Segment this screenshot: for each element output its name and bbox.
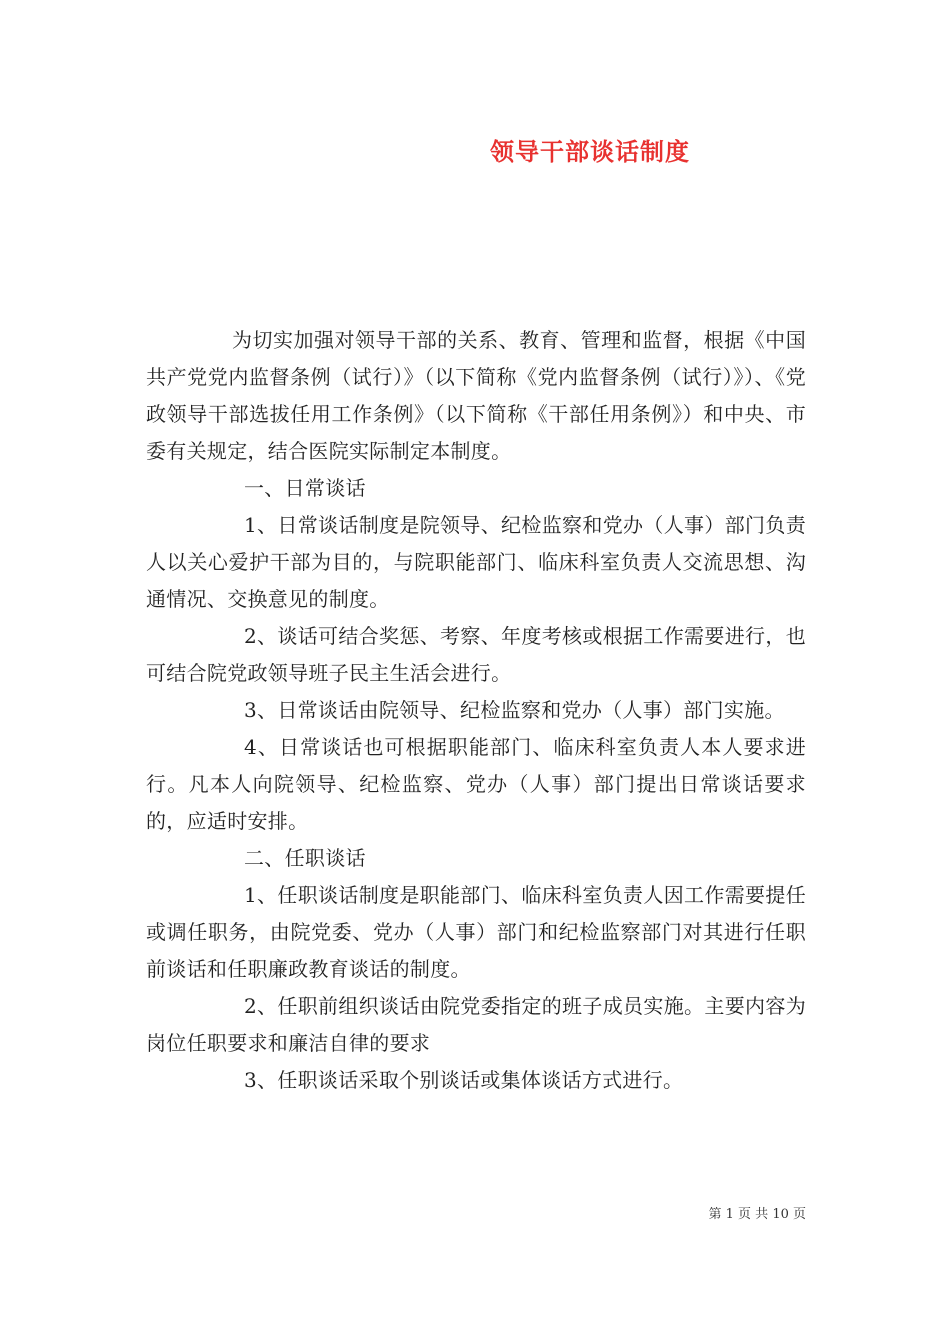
page-number: 第 1 页 共 10 页 (708, 1207, 806, 1222)
appointment-talk-item-3: 3、任职谈话采取个别谈话或集体谈话方式进行。 (244, 1068, 684, 1092)
daily-talk-item-2: 2、谈话可结合奖惩、考察、年度考核或根据工作需要进行，也可结合院党政领导班子民主生活会进行。 (146, 624, 806, 685)
document-body (146, 322, 806, 1099)
appointment-talk-item-1: 1、任职谈话制度是职能部门、临床科室负责人因工作需要提任或调任职务，由院党委、党办（人事）部门和纪检监察部门对其进行任职前谈话和任职廉政教育谈话的制度。 (146, 883, 806, 981)
document-title: 领导干部谈话制度 (490, 137, 690, 166)
daily-talk-item-1: 1、日常谈话制度是院领导、纪检监察和党办（人事）部门负责人以关心爱护干部为目的，与院职能部门、临床科室负责人交流思想、沟通情况、交换意见的制度。 (146, 513, 806, 611)
section-heading-daily-talk: 一、日常谈话 (244, 476, 366, 500)
intro-paragraph: 为切实加强对领导干部的关系、教育、管理和监督，根据《中国共产党党内监督条例（试行）》（以下简称《党内监督条例（试行）》）、《党政领导干部选拔任用工作条例》（以下简称《干部任用条例》）和中央、市委有关规定，结合医院实际制定本制度。 (146, 328, 806, 463)
daily-talk-item-3: 3、日常谈话由院领导、纪检监察和党办（人事）部门实施。 (244, 698, 785, 722)
appointment-talk-item-2: 2、任职前组织谈话由院党委指定的班子成员实施。主要内容为岗位任职要求和廉洁自律的要求 (146, 994, 806, 1055)
daily-talk-item-4: 4、日常谈话也可根据职能部门、临床科室负责人本人要求进行。凡本人向院领导、纪检监察、党办（人事）部门提出日常谈话要求的，应适时安排。 (146, 735, 806, 833)
section-heading-appointment-talk: 二、任职谈话 (244, 846, 366, 870)
